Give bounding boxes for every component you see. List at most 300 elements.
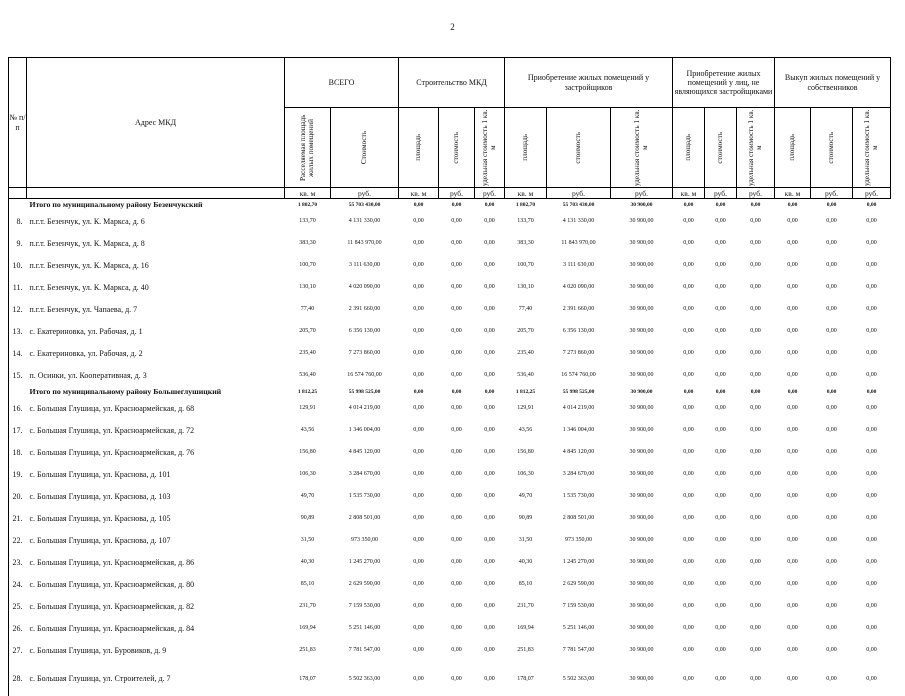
value-cell: 0,00 — [826, 218, 837, 224]
value-cell: 30 900,00 — [629, 647, 654, 653]
value-cell: 0,00 — [451, 427, 462, 433]
value-cell: 0,00 — [787, 284, 798, 290]
value-cell: 0,00 — [413, 559, 424, 565]
value-cell: 4 131 330,00 — [348, 218, 381, 224]
value-cell: 0,00 — [750, 405, 761, 411]
value-cell: 0,00 — [866, 262, 877, 268]
table-row — [9, 210, 891, 232]
units-spacer — [27, 188, 285, 199]
value-cell: 6 356 130,00 — [348, 328, 381, 334]
value-cell: 0,00 — [484, 471, 495, 477]
value-cell: 0,00 — [413, 218, 424, 224]
value-cell: 30 900,00 — [629, 218, 654, 224]
value-cell: 0,00 — [750, 647, 761, 653]
value-cell: 100,70 — [517, 262, 534, 268]
value-cell: 0,00 — [715, 262, 726, 268]
value-cell: 0,00 — [787, 372, 798, 378]
value-cell: 0,00 — [866, 388, 877, 395]
value-cell: 0,00 — [715, 388, 726, 395]
value-cell: 55 998 525,00 — [348, 388, 381, 395]
value-cell: 0,00 — [826, 328, 837, 334]
value-cell: 0,00 — [787, 471, 798, 477]
value-cell: 231,70 — [517, 603, 534, 609]
value-cell: 5 502 363,00 — [562, 675, 595, 682]
value-cell: 0,00 — [866, 372, 877, 378]
value-cell: 130,10 — [517, 284, 534, 290]
value-cell: 77,40 — [518, 306, 533, 312]
value-cell: 43,56 — [300, 427, 315, 433]
value-cell: 0,00 — [683, 559, 694, 565]
value-cell: 0,00 — [866, 201, 877, 208]
value-cell: 0,00 — [451, 625, 462, 631]
row-address: с. Екатериновка, ул. Рабочая, д. 2 — [29, 348, 143, 358]
value-cell: 0,00 — [451, 284, 462, 290]
value-cell: 0,00 — [451, 240, 462, 246]
row-number: 13. — [9, 320, 27, 342]
value-cell: 383,30 — [517, 240, 534, 246]
value-cell: 0,00 — [787, 449, 798, 455]
value-cell: 0,00 — [787, 328, 798, 334]
value-cell: 235,40 — [299, 350, 316, 356]
value-cell: 1 245 270,00 — [562, 559, 595, 565]
row-address: с. Большая Глушица, ул. Краснова, д. 107 — [29, 535, 171, 545]
value-cell: 30 900,00 — [629, 372, 654, 378]
value-cell: 0,00 — [866, 603, 877, 609]
value-cell: 0,00 — [826, 372, 837, 378]
value-cell: 205,70 — [517, 328, 534, 334]
value-cell: 0,00 — [413, 350, 424, 356]
value-cell: 0,00 — [413, 581, 424, 587]
value-cell: 0,00 — [826, 625, 837, 631]
value-cell: 0,00 — [787, 675, 798, 682]
header-sub-11: площадь — [775, 108, 811, 188]
value-cell: 0,00 — [750, 493, 761, 499]
header-sub-6: стоимость — [547, 108, 611, 188]
value-cell: 30 900,00 — [629, 449, 654, 455]
table-row — [9, 551, 891, 573]
value-cell: 0,00 — [787, 493, 798, 499]
value-cell: 0,00 — [826, 647, 837, 653]
value-cell: 129,91 — [517, 405, 534, 411]
value-cell: 43,56 — [518, 427, 533, 433]
value-cell: 3 111 630,00 — [562, 262, 595, 268]
header-sub-9: стоимость — [705, 108, 737, 188]
value-cell: 0,00 — [866, 350, 877, 356]
value-cell: 49,70 — [518, 493, 533, 499]
value-cell: 0,00 — [683, 284, 694, 290]
value-cell: 0,00 — [451, 581, 462, 587]
value-cell: 0,00 — [413, 603, 424, 609]
header-group-construction: Строительство МКД — [399, 58, 505, 108]
value-cell: 7 159 530,00 — [562, 603, 595, 609]
value-cell: 0,00 — [413, 675, 424, 682]
value-cell: 0,00 — [750, 515, 761, 521]
unit-cell: руб. — [705, 188, 737, 199]
row-address: п.г.т. Безенчук, ул. Чапаева, д. 7 — [29, 304, 138, 314]
value-cell: 0,00 — [683, 306, 694, 312]
value-cell: 0,00 — [413, 515, 424, 521]
value-cell: 31,50 — [300, 537, 315, 543]
row-number: 25. — [9, 595, 27, 617]
table-row — [9, 298, 891, 320]
value-cell: 0,00 — [826, 603, 837, 609]
header-sub-10: удельная стоимость 1 кв. м — [737, 108, 775, 188]
value-cell: 0,00 — [787, 388, 798, 395]
row-address: с. Большая Глушица, ул. Красноармейская, д. 86 — [29, 557, 195, 567]
value-cell: 2 391 660,00 — [562, 306, 595, 312]
value-cell: 0,00 — [866, 284, 877, 290]
value-cell: 31,50 — [518, 537, 533, 543]
header-units-row — [9, 188, 891, 199]
value-cell: 0,00 — [715, 405, 726, 411]
value-cell: 133,70 — [517, 218, 534, 224]
value-cell: 0,00 — [413, 537, 424, 543]
row-number: 28. — [9, 661, 27, 696]
value-cell: 0,00 — [451, 372, 462, 378]
value-cell: 0,00 — [683, 201, 694, 208]
value-cell: 130,10 — [299, 284, 316, 290]
value-cell: 0,00 — [484, 306, 495, 312]
value-cell: 0,00 — [683, 537, 694, 543]
value-cell: 0,00 — [715, 559, 726, 565]
row-number: 21. — [9, 507, 27, 529]
value-cell: 106,30 — [517, 471, 534, 477]
value-cell: 0,00 — [787, 515, 798, 521]
value-cell: 0,00 — [451, 201, 462, 208]
value-cell: 90,89 — [518, 515, 533, 521]
value-cell: 90,89 — [300, 515, 315, 521]
value-cell: 0,00 — [787, 559, 798, 565]
value-cell: 0,00 — [451, 262, 462, 268]
table-row — [9, 573, 891, 595]
table-row — [9, 661, 891, 696]
value-cell: 0,00 — [750, 218, 761, 224]
table-row — [9, 232, 891, 254]
value-cell: 0,00 — [826, 388, 837, 395]
value-cell: 4 020 090,00 — [348, 284, 381, 290]
value-cell: 0,00 — [715, 675, 726, 682]
value-cell: 4 014 219,00 — [562, 405, 595, 411]
value-cell: 0,00 — [484, 388, 495, 395]
value-cell: 7 781 547,00 — [348, 647, 381, 653]
row-address: Итого по муниципальному району Безенчукский — [29, 200, 203, 209]
value-cell: 4 845 120,00 — [562, 449, 595, 455]
value-cell: 169,94 — [517, 625, 534, 631]
value-cell: 0,00 — [715, 471, 726, 477]
value-cell: 0,00 — [484, 240, 495, 246]
value-cell: 0,00 — [451, 603, 462, 609]
header-no: № п/п — [9, 58, 27, 188]
table-row — [9, 441, 891, 463]
header-sub-0: Расселяемая площадь жилых помещений — [285, 108, 331, 188]
value-cell: 0,00 — [787, 427, 798, 433]
value-cell: 0,00 — [683, 262, 694, 268]
table-row — [9, 485, 891, 507]
value-cell: 0,00 — [413, 449, 424, 455]
row-number: 22. — [9, 529, 27, 551]
value-cell: 0,00 — [484, 493, 495, 499]
table-row — [9, 419, 891, 441]
table-row — [9, 320, 891, 342]
value-cell: 2 808 501,00 — [348, 515, 381, 521]
value-cell: 0,00 — [866, 537, 877, 543]
value-cell: 0,00 — [484, 449, 495, 455]
value-cell: 133,70 — [299, 218, 316, 224]
value-cell: 0,00 — [683, 449, 694, 455]
resettlement-table — [8, 57, 891, 696]
value-cell: 0,00 — [866, 675, 877, 682]
value-cell: 0,00 — [715, 515, 726, 521]
value-cell: 0,00 — [866, 515, 877, 521]
value-cell: 30 900,00 — [629, 493, 654, 499]
value-cell: 0,00 — [451, 647, 462, 653]
row-number: 24. — [9, 573, 27, 595]
value-cell: 0,00 — [750, 675, 761, 682]
value-cell: 0,00 — [484, 603, 495, 609]
unit-cell: руб. — [853, 188, 891, 199]
value-cell: 0,00 — [715, 218, 726, 224]
value-cell: 30 900,00 — [629, 240, 654, 246]
row-address: с. Большая Глушица, ул. Строителей, д. 7 — [29, 674, 171, 683]
value-cell: 0,00 — [826, 427, 837, 433]
unit-cell: кв. м — [505, 188, 547, 199]
unit-cell: кв. м — [399, 188, 439, 199]
value-cell: 0,00 — [866, 427, 877, 433]
value-cell: 0,00 — [683, 218, 694, 224]
row-address: с. Большая Глушица, ул. Краснова, д. 105 — [29, 513, 171, 523]
table-row — [9, 364, 891, 386]
value-cell: 0,00 — [484, 262, 495, 268]
value-cell: 0,00 — [484, 537, 495, 543]
value-cell: 4 845 120,00 — [348, 449, 381, 455]
value-cell: 30 900,00 — [629, 284, 654, 290]
row-number: 18. — [9, 441, 27, 463]
value-cell: 85,10 — [518, 581, 533, 587]
value-cell: 0,00 — [413, 201, 424, 208]
value-cell: 0,00 — [683, 372, 694, 378]
value-cell: 0,00 — [484, 581, 495, 587]
value-cell: 1 812,25 — [515, 388, 536, 395]
row-address: с. Большая Глушица, ул. Красноармейская, д. 68 — [29, 403, 195, 413]
header-group-non-developers: Приобретение жилых помещений у лиц, не являющихся застройщиками — [673, 58, 775, 108]
table-row — [9, 507, 891, 529]
value-cell: 0,00 — [866, 559, 877, 565]
unit-cell: кв. м — [775, 188, 811, 199]
value-cell: 0,00 — [826, 449, 837, 455]
value-cell: 0,00 — [750, 449, 761, 455]
value-cell: 0,00 — [484, 675, 495, 682]
value-cell: 30 900,00 — [630, 388, 653, 395]
value-cell: 0,00 — [715, 350, 726, 356]
value-cell: 0,00 — [715, 493, 726, 499]
value-cell: 0,00 — [826, 493, 837, 499]
header-sub-8: площадь — [673, 108, 705, 188]
row-address: с. Большая Глушица, ул. Красноармейская, д. 82 — [29, 601, 195, 611]
unit-cell: руб. — [811, 188, 853, 199]
value-cell: 1 346 004,00 — [348, 427, 381, 433]
value-cell: 0,00 — [787, 581, 798, 587]
value-cell: 0,00 — [413, 388, 424, 395]
unit-cell: кв. м — [673, 188, 705, 199]
value-cell: 973 350,00 — [565, 537, 592, 543]
unit-cell: руб. — [331, 188, 399, 199]
row-number: 15. — [9, 364, 27, 386]
value-cell: 0,00 — [413, 262, 424, 268]
value-cell: 0,00 — [750, 240, 761, 246]
value-cell: 383,30 — [299, 240, 316, 246]
value-cell: 0,00 — [451, 675, 462, 682]
table-row — [9, 639, 891, 661]
value-cell: 0,00 — [484, 372, 495, 378]
value-cell: 0,00 — [750, 201, 761, 208]
value-cell: 0,00 — [683, 427, 694, 433]
value-cell: 129,91 — [299, 405, 316, 411]
value-cell: 16 574 760,00 — [561, 372, 596, 378]
row-address: п.г.т. Безенчук, ул. К. Маркса, д. 16 — [29, 260, 149, 270]
value-cell: 0,00 — [683, 625, 694, 631]
value-cell: 0,00 — [750, 581, 761, 587]
value-cell: 6 356 130,00 — [562, 328, 595, 334]
value-cell: 0,00 — [683, 581, 694, 587]
value-cell: 0,00 — [484, 515, 495, 521]
value-cell: 11 843 970,00 — [347, 240, 382, 246]
value-cell: 0,00 — [715, 581, 726, 587]
row-number: 20. — [9, 485, 27, 507]
value-cell: 0,00 — [484, 350, 495, 356]
value-cell: 0,00 — [787, 240, 798, 246]
row-address: с. Большая Глушица, ул. Красноармейская, д. 76 — [29, 447, 195, 457]
value-cell: 30 900,00 — [629, 625, 654, 631]
value-cell: 0,00 — [750, 328, 761, 334]
unit-cell: руб. — [439, 188, 475, 199]
value-cell: 0,00 — [413, 625, 424, 631]
row-number: 17. — [9, 419, 27, 441]
value-cell: 30 900,00 — [630, 201, 653, 208]
row-address: с. Большая Глушица, ул. Красноармейская, д. 84 — [29, 623, 195, 633]
table-row — [9, 276, 891, 298]
value-cell: 0,00 — [451, 449, 462, 455]
value-cell: 0,00 — [451, 537, 462, 543]
value-cell: 0,00 — [451, 559, 462, 565]
value-cell: 55 703 430,00 — [562, 201, 595, 208]
value-cell: 0,00 — [715, 427, 726, 433]
row-address: с. Большая Глушица, ул. Красноармейская, д. 80 — [29, 579, 195, 589]
value-cell: 0,00 — [750, 306, 761, 312]
value-cell: 0,00 — [683, 350, 694, 356]
value-cell: 0,00 — [683, 493, 694, 499]
value-cell: 30 900,00 — [629, 559, 654, 565]
row-number — [9, 386, 27, 397]
header-group-row — [9, 58, 891, 108]
value-cell: 0,00 — [826, 306, 837, 312]
header-sub-4: удельная стоимость 1 кв. м — [475, 108, 505, 188]
value-cell: 156,80 — [517, 449, 534, 455]
header-sub-1: Стоимость — [331, 108, 399, 188]
value-cell: 0,00 — [451, 515, 462, 521]
value-cell: 0,00 — [750, 388, 761, 395]
value-cell: 0,00 — [866, 647, 877, 653]
row-address: с. Большая Глушица, ул. Краснова, д. 101 — [29, 469, 171, 479]
value-cell: 0,00 — [484, 559, 495, 565]
units-spacer — [9, 188, 27, 199]
value-cell: 0,00 — [826, 675, 837, 682]
value-cell: 0,00 — [451, 388, 462, 395]
value-cell: 0,00 — [484, 647, 495, 653]
value-cell: 0,00 — [413, 471, 424, 477]
value-cell: 0,00 — [715, 372, 726, 378]
value-cell: 0,00 — [787, 218, 798, 224]
value-cell: 0,00 — [750, 537, 761, 543]
value-cell: 973 350,00 — [351, 537, 378, 543]
value-cell: 85,10 — [300, 581, 315, 587]
value-cell: 40,30 — [300, 559, 315, 565]
value-cell: 0,00 — [413, 427, 424, 433]
row-number: 27. — [9, 639, 27, 661]
table-row — [9, 397, 891, 419]
row-address: Итого по муниципальному району Большеглушицкий — [29, 387, 222, 396]
value-cell: 0,00 — [484, 328, 495, 334]
value-cell: 49,70 — [300, 493, 315, 499]
value-cell: 4 020 090,00 — [562, 284, 595, 290]
header-sub-2: площадь — [399, 108, 439, 188]
value-cell: 0,00 — [715, 201, 726, 208]
value-cell: 0,00 — [413, 372, 424, 378]
value-cell: 1 535 730,00 — [562, 493, 595, 499]
value-cell: 30 900,00 — [629, 427, 654, 433]
value-cell: 3 284 670,00 — [348, 471, 381, 477]
value-cell: 0,00 — [866, 471, 877, 477]
value-cell: 0,00 — [683, 603, 694, 609]
row-number — [9, 199, 27, 211]
value-cell: 30 900,00 — [629, 537, 654, 543]
unit-cell: руб. — [737, 188, 775, 199]
value-cell: 235,40 — [517, 350, 534, 356]
value-cell: 5 251 146,00 — [562, 625, 595, 631]
row-address: с. Большая Глушица, ул. Краснова, д. 103 — [29, 491, 171, 501]
value-cell: 178,07 — [299, 675, 316, 682]
value-cell: 1 802,70 — [515, 201, 536, 208]
value-cell: 0,00 — [451, 493, 462, 499]
value-cell: 1 245 270,00 — [348, 559, 381, 565]
value-cell: 1 535 730,00 — [348, 493, 381, 499]
value-cell: 0,00 — [750, 603, 761, 609]
value-cell: 0,00 — [750, 372, 761, 378]
value-cell: 0,00 — [750, 350, 761, 356]
value-cell: 156,80 — [299, 449, 316, 455]
value-cell: 0,00 — [413, 240, 424, 246]
value-cell: 0,00 — [787, 625, 798, 631]
value-cell: 1 346 004,00 — [562, 427, 595, 433]
value-cell: 0,00 — [866, 240, 877, 246]
header-group-buyout: Выкуп жилых помещений у собственников — [775, 58, 891, 108]
unit-cell: руб. — [611, 188, 673, 199]
unit-cell: руб. — [547, 188, 611, 199]
row-number: 14. — [9, 342, 27, 364]
value-cell: 0,00 — [866, 493, 877, 499]
value-cell: 30 900,00 — [629, 471, 654, 477]
row-number: 26. — [9, 617, 27, 639]
value-cell: 0,00 — [715, 328, 726, 334]
row-number: 10. — [9, 254, 27, 276]
value-cell: 0,00 — [683, 328, 694, 334]
value-cell: 0,00 — [451, 471, 462, 477]
row-address: п.г.т. Безенчук, ул. К. Маркса, д. 40 — [29, 282, 149, 292]
value-cell: 0,00 — [484, 625, 495, 631]
value-cell: 0,00 — [413, 647, 424, 653]
value-cell: 205,70 — [299, 328, 316, 334]
value-cell: 11 843 970,00 — [561, 240, 596, 246]
row-number: 8. — [9, 210, 27, 232]
